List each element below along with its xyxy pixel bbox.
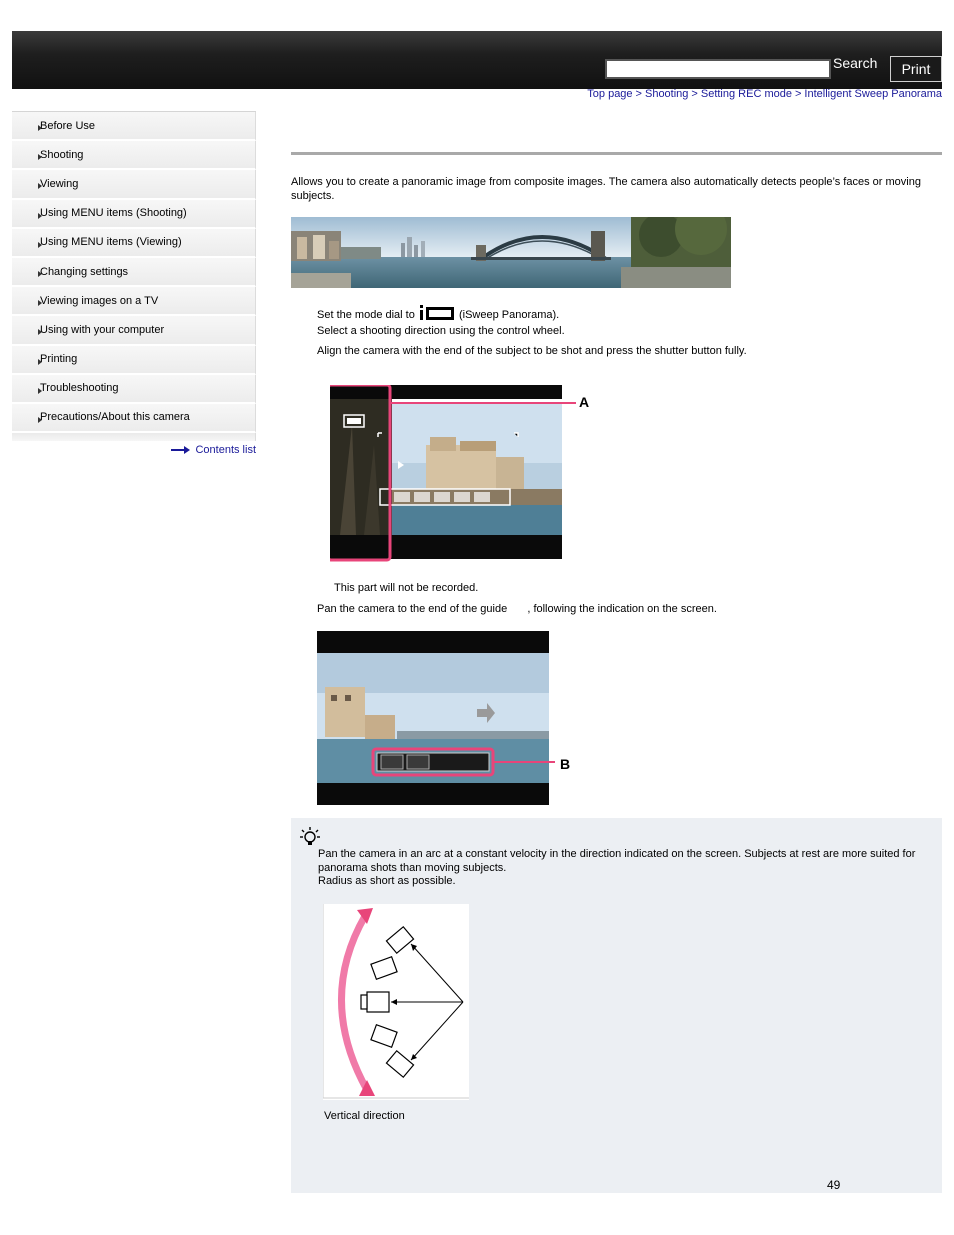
vertical-pan-diagram [323,904,469,1103]
arrow-right-icon [171,446,191,454]
sidebar [12,111,256,456]
step-4 [317,603,717,615]
sidebar-item-label: Using with your computer [40,323,165,336]
hint-radius-text: Radius as short as possible. [318,875,456,887]
sidebar-item-label: Printing [40,353,78,366]
label-b: B [560,756,571,772]
sidebar-item-printing[interactable] [12,346,256,375]
camera-screen-figure-pan [317,631,577,808]
sidebar-item-viewing[interactable] [12,170,256,199]
panorama-image [291,217,731,288]
breadcrumb-separator: > [794,88,802,100]
vertical-direction-caption: Vertical direction [324,1110,405,1122]
label-a: A [579,394,590,410]
breadcrumb-separator: > [691,88,698,100]
arrow-right-icon [38,154,42,160]
sweep-panorama-mode-icon [420,304,454,324]
sidebar-item-menu-shooting[interactable] [12,200,256,229]
arrow-right-icon [38,300,42,306]
sidebar-item-label: Changing settings [40,265,129,278]
print-button[interactable]: Print [890,56,942,82]
contents-list-link[interactable] [171,444,256,456]
breadcrumb-top-page[interactable]: Top page [587,88,633,100]
sidebar-item-computer[interactable] [12,316,256,345]
arrow-right-icon [38,359,42,365]
arrow-right-icon [38,388,42,394]
hint-box [291,818,942,1193]
hint-text: Pan the camera in an arc at a constant velocity in the direction indicated on the screen. Subjects at rest are more suited for panorama shots than moving subjects. [318,848,916,874]
sidebar-item-menu-viewing[interactable] [12,229,256,258]
sidebar-item-label: Troubleshooting [40,382,119,395]
search-input[interactable] [605,59,831,79]
sidebar-item-changing-settings[interactable] [12,258,256,287]
step-4-text: Pan the camera to the end of the guide [317,603,508,615]
sidebar-item-troubleshooting[interactable] [12,375,256,404]
sidebar-item-precautions[interactable] [12,404,256,433]
sidebar-item-label: Precautions/About this camera [40,411,190,424]
step-2: Select a shooting direction using the control wheel. [317,325,565,337]
sidebar-item-label: Viewing [40,177,79,190]
step-3: Align the camera with the end of the subject to be shot and press the shutter button fully. [317,345,747,357]
sidebar-footer [12,433,256,441]
search-button[interactable]: Search [833,55,878,71]
sidebar-item-label: Shooting [40,148,84,161]
sidebar-item-before-use[interactable] [12,112,256,141]
arrow-right-icon [38,183,42,189]
title-divider [291,152,942,155]
arrow-right-icon [38,417,42,423]
breadcrumb-setting-rec-mode[interactable]: Setting REC mode [700,88,792,100]
arrow-right-icon [38,329,42,335]
step-1-suffix: (iSweep Panorama). [458,309,560,321]
breadcrumb-separator: > [635,88,642,100]
breadcrumb-current-page[interactable]: Intelligent Sweep Panorama [804,88,942,100]
arrow-right-icon [38,213,42,219]
sidebar-item-label: Viewing images on a TV [40,294,159,307]
arrow-right-icon [38,242,42,248]
sidebar-item-label: Using MENU items (Viewing) [40,236,182,249]
sidebar-item-label: Before Use [40,119,96,132]
step-1-text: Set the mode dial to [317,309,415,321]
step-4-suffix: , following the indication on the screen. [527,603,717,615]
intro-text: Allows you to create a panoramic image from composite images. The camera also automatically detects people’s faces or moving subjects. [291,176,921,202]
camera-screen-figure-start [330,385,594,566]
step-1 [317,304,559,324]
breadcrumb [587,88,942,100]
page-number: 49 [827,1178,841,1192]
sidebar-item-label: Using MENU items (Shooting) [40,207,187,220]
contents-list-label: Contents list [195,444,256,456]
arrow-right-icon [38,271,42,277]
note-not-recorded: This part will not be recorded. [334,582,479,594]
arrow-right-icon [38,125,42,131]
breadcrumb-shooting[interactable]: Shooting [644,88,689,100]
sidebar-item-viewing-tv[interactable] [12,287,256,316]
header-bar [12,31,942,89]
sidebar-item-shooting[interactable] [12,141,256,170]
